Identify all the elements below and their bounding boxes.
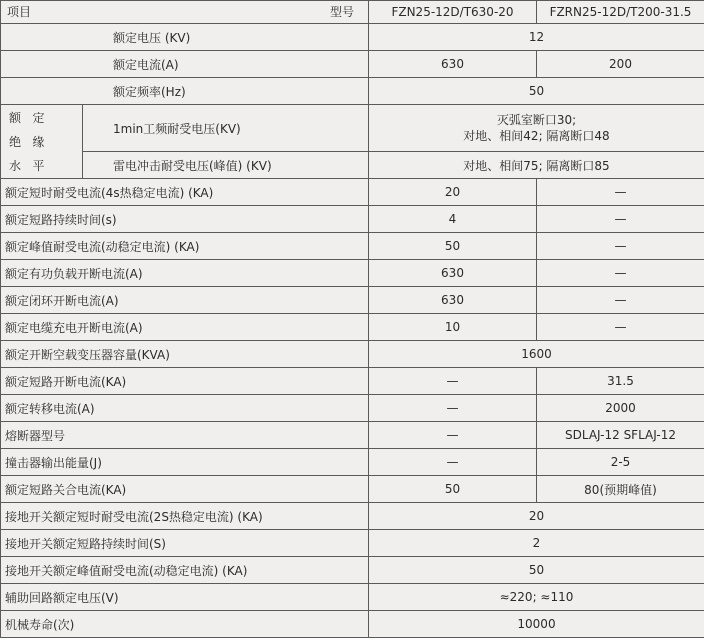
row-rated-current xyxy=(1,51,704,78)
row-label: 额定开断空载变压器容量(KVA) xyxy=(1,341,369,368)
row-label: 辅助回路额定电压(V) xyxy=(1,584,369,611)
row-label: 额定转移电流(A) xyxy=(1,395,369,422)
table-row xyxy=(1,395,704,422)
row-label: 额定短路关合电流(KA) xyxy=(1,476,369,503)
row-value-b: 2-5 xyxy=(537,449,704,476)
row-value-b: — xyxy=(537,314,704,341)
table-row xyxy=(1,530,704,557)
group-char: 缘 xyxy=(32,135,44,149)
row-value xyxy=(369,105,704,152)
group-char: 绝 xyxy=(9,135,21,149)
row-value-a: — xyxy=(369,422,537,449)
table-row xyxy=(1,476,704,503)
row-label: 额定短路开断电流(KA) xyxy=(1,368,369,395)
row-value-b: — xyxy=(537,233,704,260)
row-transformer-capacity xyxy=(1,341,704,368)
row-value-a: 20 xyxy=(369,179,537,206)
row-value-b: — xyxy=(537,206,704,233)
table-row xyxy=(1,314,704,341)
row-power-frequency-withstand xyxy=(1,105,704,152)
value-line: 对地、相间42; 隔离断口48 xyxy=(463,129,609,143)
row-value-b: SDLAJ-12 SFLAJ-12 xyxy=(537,422,704,449)
row-label: 机械寿命(次) xyxy=(1,611,369,638)
row-value: 1600 xyxy=(369,341,704,368)
row-value-a: 630 xyxy=(369,287,537,314)
header-row xyxy=(1,1,704,24)
row-label: 熔断器型号 xyxy=(1,422,369,449)
row-value-b: 2000 xyxy=(537,395,704,422)
insulation-group-label xyxy=(1,105,83,179)
group-char: 水 xyxy=(9,159,21,173)
row-value: 50 xyxy=(369,78,704,105)
row-value-b: — xyxy=(537,287,704,314)
row-value-a: — xyxy=(369,368,537,395)
table-row xyxy=(1,449,704,476)
header-item-label: 项目 xyxy=(7,3,31,20)
row-rated-frequency xyxy=(1,78,704,105)
row-label: 额定电压 (KV) xyxy=(1,24,369,51)
table-row xyxy=(1,233,704,260)
header-model-a: FZN25-12D/T630-20 xyxy=(369,1,537,24)
table-row xyxy=(1,611,704,638)
row-value-b: 200 xyxy=(537,51,704,78)
row-label: 雷电冲击耐受电压(峰值) (KV) xyxy=(83,152,369,179)
row-value: 20 xyxy=(369,503,704,530)
row-label: 额定电流(A) xyxy=(1,51,369,78)
row-value-a: — xyxy=(369,395,537,422)
row-value: 2 xyxy=(369,530,704,557)
table-row xyxy=(1,584,704,611)
row-value-b: — xyxy=(537,260,704,287)
header-model-label: 型号 xyxy=(330,3,354,20)
row-value: 12 xyxy=(369,24,704,51)
row-value-a: — xyxy=(369,449,537,476)
row-value: 50 xyxy=(369,557,704,584)
row-value-b: 31.5 xyxy=(537,368,704,395)
row-value-b: — xyxy=(537,179,704,206)
group-char: 平 xyxy=(32,159,44,173)
table-row xyxy=(1,287,704,314)
row-value-a: 4 xyxy=(369,206,537,233)
table-row xyxy=(1,260,704,287)
table-row xyxy=(1,179,704,206)
header-model-b: FZRN25-12D/T200-31.5 xyxy=(537,1,704,24)
row-label: 接地开关额定短路持续时间(S) xyxy=(1,530,369,557)
row-value: 对地、相间75; 隔离断口85 xyxy=(369,152,704,179)
row-label: 额定峰值耐受电流(动稳定电流) (KA) xyxy=(1,233,369,260)
row-lightning-impulse-withstand xyxy=(1,152,704,179)
row-value-a: 50 xyxy=(369,233,537,260)
row-label: 额定电缆充电开断电流(A) xyxy=(1,314,369,341)
value-line: 灭弧室断口30; xyxy=(497,113,576,127)
table-row xyxy=(1,422,704,449)
row-label: 接地开关额定短时耐受电流(2S热稳定电流) (KA) xyxy=(1,503,369,530)
row-label: 额定短时耐受电流(4s热稳定电流) (KA) xyxy=(1,179,369,206)
row-label: 接地开关额定峰值耐受电流(动稳定电流) (KA) xyxy=(1,557,369,584)
row-value-a: 630 xyxy=(369,51,537,78)
row-rated-voltage xyxy=(1,24,704,51)
table-row xyxy=(1,206,704,233)
row-label: 额定有功负载开断电流(A) xyxy=(1,260,369,287)
row-value-a: 50 xyxy=(369,476,537,503)
row-value: ≈220; ≈110 xyxy=(369,584,704,611)
table-row xyxy=(1,503,704,530)
row-label: 额定闭环开断电流(A) xyxy=(1,287,369,314)
row-value: 10000 xyxy=(369,611,704,638)
header-item-model-cell xyxy=(1,1,369,24)
row-label: 1min工频耐受电压(KV) xyxy=(83,105,369,152)
group-char: 额 xyxy=(9,111,21,125)
row-value-b: 80(预期峰值) xyxy=(537,476,704,503)
row-label: 额定频率(Hz) xyxy=(1,78,369,105)
group-char: 定 xyxy=(32,111,44,125)
row-value-a: 630 xyxy=(369,260,537,287)
row-value-a: 10 xyxy=(369,314,537,341)
table-row xyxy=(1,557,704,584)
row-label: 额定短路持续时间(s) xyxy=(1,206,369,233)
row-label: 撞击器输出能量(J) xyxy=(1,449,369,476)
table-row xyxy=(1,368,704,395)
